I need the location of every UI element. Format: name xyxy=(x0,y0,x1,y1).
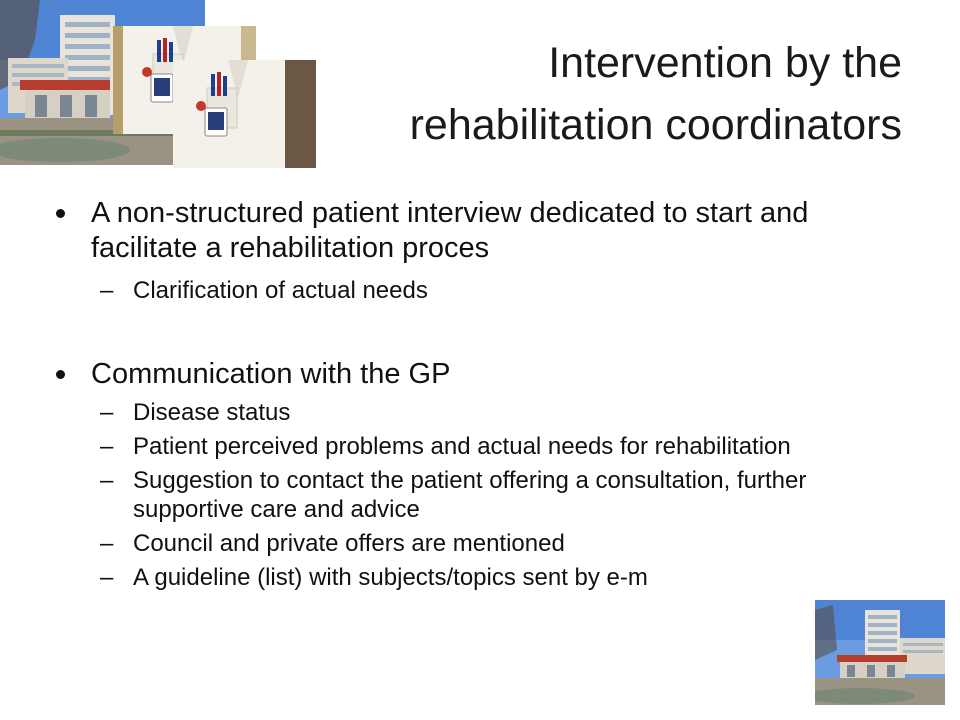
dash-icon: – xyxy=(100,399,114,426)
sub-bullet-text: A guideline (list) with subjects/topics sent by e-m xyxy=(133,564,648,591)
bullet-item xyxy=(56,357,886,392)
sub-bullet-item xyxy=(56,466,886,524)
bullet-dot-icon xyxy=(56,209,65,218)
sub-bullet-text: Patient perceived problems and actual needs for rehabilitation xyxy=(133,433,791,460)
nurse-uniform-photo xyxy=(173,60,316,168)
bullet-dot-icon xyxy=(56,370,65,379)
title-line-1: Intervention by the xyxy=(548,39,902,87)
dash-icon: – xyxy=(100,277,114,304)
bullet-list xyxy=(56,196,886,592)
bullet-item xyxy=(56,196,886,266)
dash-icon: – xyxy=(100,433,114,460)
dash-icon: – xyxy=(100,564,114,591)
sub-bullet-text: Suggestion to contact the patient offering a consultation, further supportive care and advice xyxy=(133,467,807,523)
sub-bullet-item xyxy=(56,398,886,427)
sub-bullet-text: Disease status xyxy=(133,399,291,426)
dash-icon: – xyxy=(100,467,114,494)
hospital-building-photo xyxy=(815,600,945,705)
bullet-text: Communication with the GP xyxy=(91,358,451,390)
dash-icon: – xyxy=(100,530,114,557)
sub-bullet-item xyxy=(56,563,886,592)
bullet-text: A non-structured patient interview dedicated to start and facilitate a rehabilitation proces xyxy=(91,197,809,264)
sub-bullet-item xyxy=(56,432,886,461)
slide-title xyxy=(302,32,902,156)
title-line-2: rehabilitation coordinators xyxy=(409,101,902,149)
sub-bullet-text: Council and private offers are mentioned xyxy=(133,530,565,557)
sub-bullet-text: Clarification of actual needs xyxy=(133,277,428,304)
sub-bullet-item xyxy=(56,529,886,558)
sub-bullet-item xyxy=(56,276,886,305)
